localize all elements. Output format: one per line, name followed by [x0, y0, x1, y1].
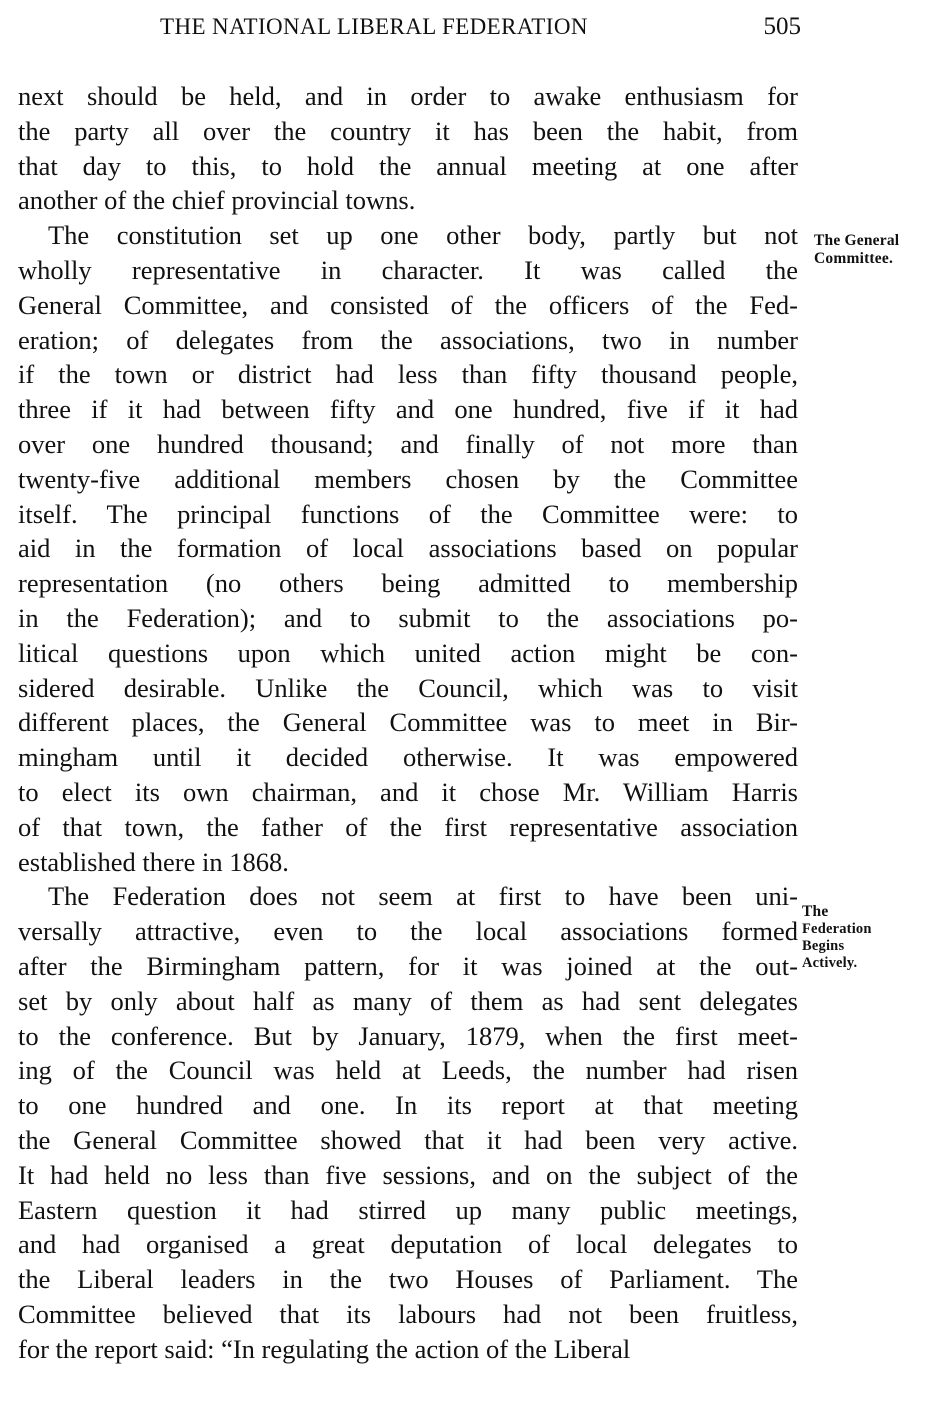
text-line: set by only about half as many of them as had sent delegates — [18, 985, 798, 1016]
text-line: representation (no others being admitted to membership — [18, 568, 798, 599]
text-line: established there in 1868. — [18, 846, 289, 877]
text-line: ing of the Council was held at Leeds, the number had risen — [18, 1055, 798, 1086]
text-line: different places, the General Committee was to meet in Bir- — [18, 707, 798, 738]
text-line: the party all over the country it has been the habit, from — [18, 115, 798, 146]
text-line: next should be held, and in order to awake enthusiasm for — [18, 81, 798, 111]
text-line: mingham until it decided otherwise. It was empowered — [18, 742, 798, 773]
text-line: to the conference. But by January, 1879, when the first meet- — [18, 1020, 798, 1051]
sidenote-general-committee — [814, 232, 899, 267]
text-line: in the Federation); and to submit to the associations po- — [18, 602, 798, 633]
text-line: the Liberal leaders in the two Houses of Parliament. The — [18, 1264, 798, 1295]
text-line: three if it had between fifty and one hundred, five if it had — [18, 394, 798, 425]
text-line: It had held no less than five sessions, and on the subject of the — [18, 1159, 798, 1190]
text-line: that day to this, to hold the annual meeting at one after — [18, 150, 798, 181]
text-line: the General Committee showed that it had been very active. — [18, 1124, 798, 1155]
text-line: wholly representative in character. It was called the — [18, 254, 798, 285]
sidenote-line: Federation — [802, 920, 872, 937]
text-line: to one hundred and one. In its report at that meeting — [18, 1090, 798, 1121]
text-line: for the report said: “In regulating the action of the Liberal — [18, 1333, 631, 1364]
text-line: twenty-five additional members chosen by the Committee — [18, 463, 798, 494]
text-line: The Federation does not seem at first to have been uni- — [48, 881, 798, 912]
sidenote-line: Actively. — [802, 954, 858, 971]
text-line: and had organised a great deputation of local delegates to — [18, 1229, 798, 1260]
text-line: Eastern question it had stirred up many public meetings, — [18, 1194, 798, 1225]
text-line: another of the chief provincial towns. — [18, 185, 416, 216]
page-number: 505 — [763, 13, 801, 40]
running-head — [18, 12, 801, 46]
text-line: aid in the formation of local associations based on popular — [18, 533, 798, 564]
text-line: to elect its own chairman, and it chose Mr. William Harris — [18, 776, 798, 807]
text-line: itself. The principal functions of the Committee were: to — [18, 498, 798, 529]
text-line: after the Birmingham pattern, for it was joined at the out- — [18, 950, 798, 981]
text-line: The constitution set up one other body, partly but not — [48, 220, 798, 251]
sidenote-line: The General — [814, 232, 900, 249]
text-line: if the town or district had less than fifty thousand people, — [18, 359, 798, 390]
text-line: litical questions upon which united action might be con- — [18, 637, 798, 668]
sidenote-line: The — [802, 903, 829, 920]
sidenote-line: Begins — [802, 937, 845, 954]
text-line: eration; of delegates from the associations, two in number — [18, 324, 798, 355]
text-line: of that town, the father of the first representative association — [18, 811, 798, 842]
body-text — [18, 79, 798, 1366]
text-line: sidered desirable. Unlike the Council, which was to visit — [18, 672, 798, 703]
text-line: General Committee, and consisted of the officers of the Fed- — [18, 289, 798, 320]
text-line: versally attractive, even to the local associations formed — [18, 916, 798, 947]
sidenote-line: Committee. — [814, 249, 894, 267]
text-line: over one hundred thousand; and finally of not more than — [18, 428, 798, 459]
running-title: THE NATIONAL LIBERAL FEDERATION — [160, 14, 588, 39]
text-line: Committee believed that its labours had not been fruitless, — [18, 1298, 798, 1329]
sidenote-federation-begins — [802, 903, 872, 972]
